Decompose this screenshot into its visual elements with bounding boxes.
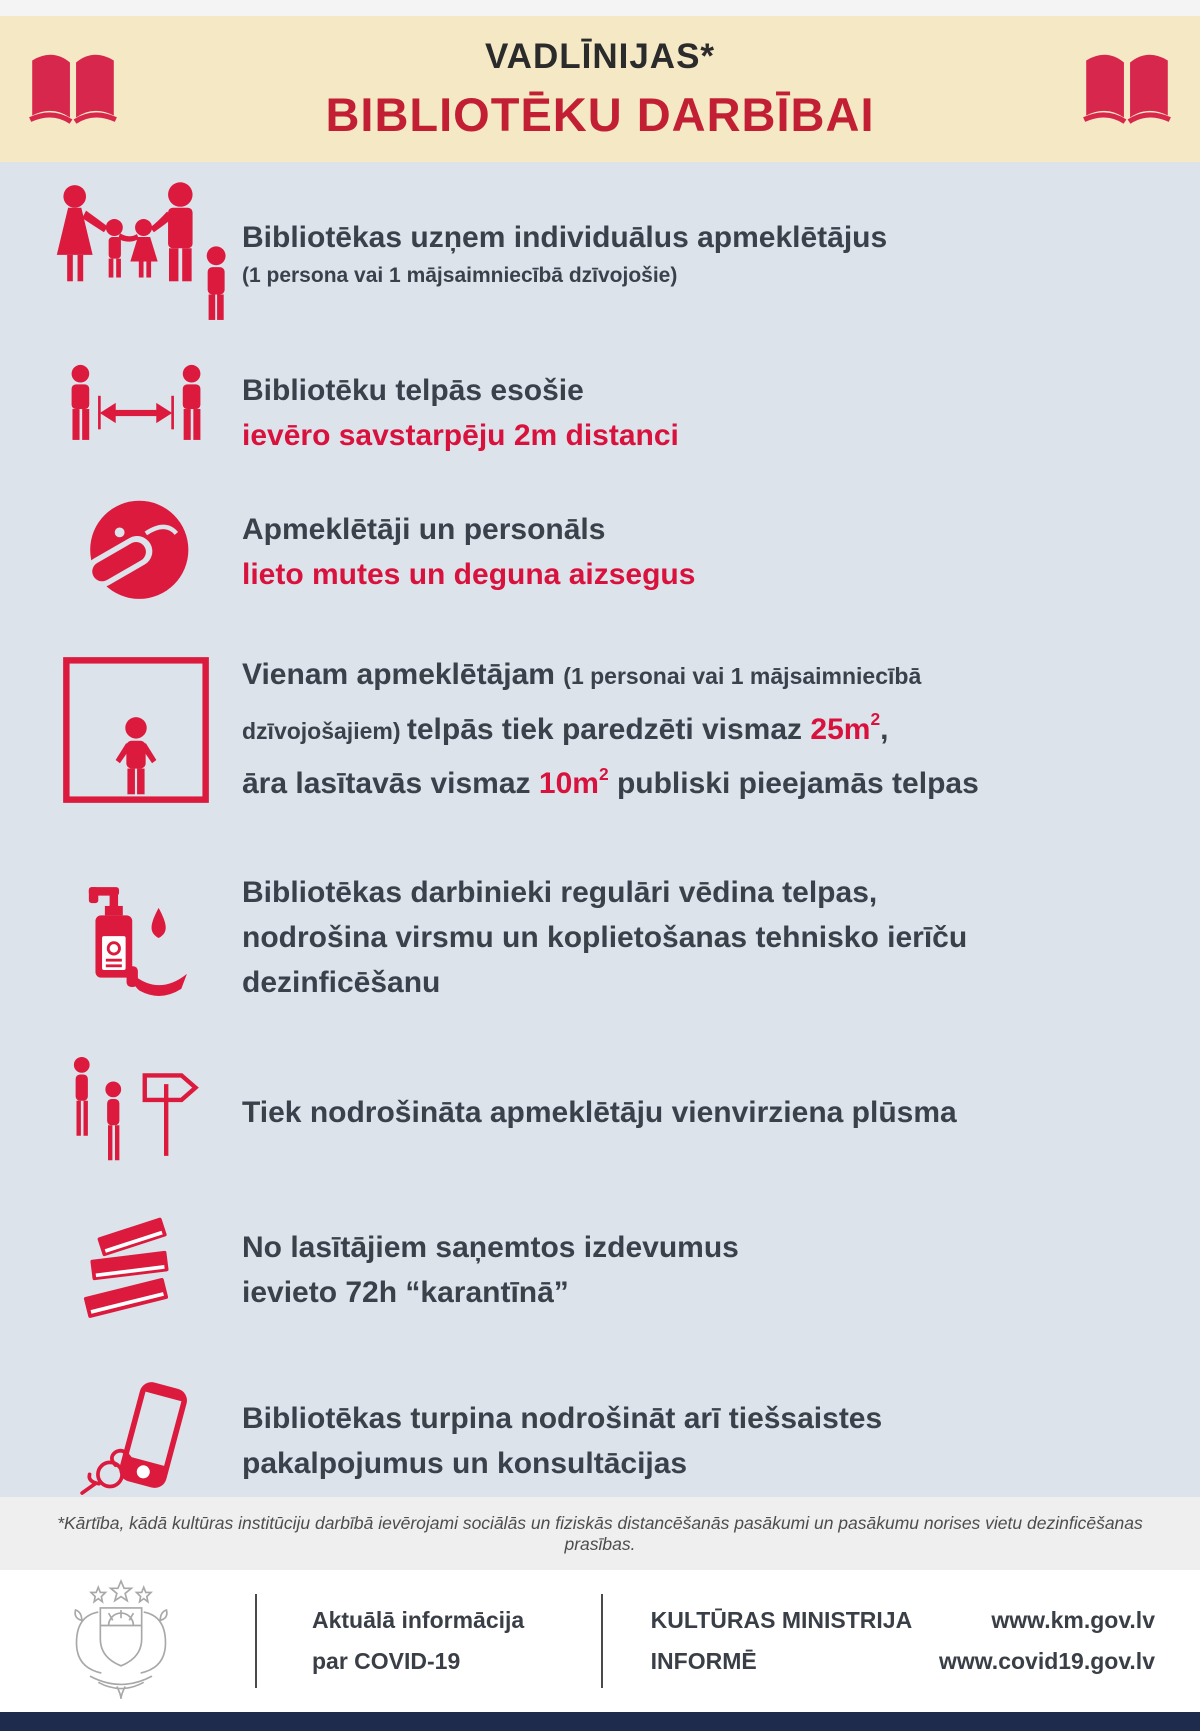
open-book-icon xyxy=(1076,46,1178,132)
guideline-row-7 xyxy=(30,1214,1158,1326)
disinfection-icon xyxy=(70,868,202,1008)
one-way-flow-icon xyxy=(66,1054,206,1172)
footnote-strip xyxy=(0,1497,1200,1570)
online-services-icon xyxy=(71,1376,201,1497)
row-5-line-3: dezinficēšanu xyxy=(242,966,441,1000)
row-3-line-1: Apmeklētāji un personāls xyxy=(242,513,606,546)
area-per-visitor-icon xyxy=(61,655,211,805)
footer-urls xyxy=(939,1600,1155,1683)
header-kicker: VADLĪNIJAS* xyxy=(484,36,716,76)
row-4-part-3: telpās tiek paredzēti vismaz xyxy=(406,712,811,746)
row-4-sup-2: 2 xyxy=(598,763,609,784)
footer-divider xyxy=(601,1594,603,1688)
row-4-value-10m2: 10m xyxy=(538,767,599,801)
row-2-line-2: ievēro savstarpēju 2m distanci xyxy=(242,419,679,452)
row-4-part-2a: (1 personai vai 1 mājsaimniecībā xyxy=(563,663,922,689)
row-5-line-2: nodrošina virsmu un koplietošanas tehnisko ierīču xyxy=(242,921,968,955)
book-quarantine-icon xyxy=(70,1214,202,1326)
footer-bar xyxy=(0,1712,1200,1731)
guideline-row-4 xyxy=(30,648,1158,812)
guideline-row-2 xyxy=(30,362,1158,464)
row-1-line-1: Bibliotēkas uzņem individuālus apmeklētājus xyxy=(242,220,888,254)
guidelines-list xyxy=(0,162,1200,1497)
guideline-row-3 xyxy=(30,492,1158,612)
row-4-line-2a: āra lasītavās vismaz xyxy=(242,767,539,801)
guideline-row-5 xyxy=(30,868,1158,1008)
footer xyxy=(0,1570,1200,1712)
face-mask-icon xyxy=(76,492,196,612)
url-km: www.km.gov.lv xyxy=(991,1606,1155,1633)
footer-info-covid xyxy=(312,1600,541,1683)
row-4-part-1: Vienam apmeklētājam xyxy=(242,658,564,691)
row-3-line-2: lieto mutes un deguna aizsegus xyxy=(242,558,696,591)
coat-of-arms xyxy=(45,1579,197,1703)
row-2-line-1: Bibliotēku telpās esošie xyxy=(242,374,584,407)
family-visitors-icon xyxy=(37,182,235,324)
row-4-value-25m2: 25m xyxy=(810,712,871,746)
footer-info-line-1: Aktuālā informācija xyxy=(312,1606,525,1633)
row-8-line-1: Bibliotēkas turpina nodrošināt arī tiešsaistes xyxy=(242,1401,883,1435)
row-6-line-1: Tiek nodrošināta apmeklētāju vienvirziena plūsma xyxy=(242,1096,957,1130)
guideline-row-1 xyxy=(30,182,1158,324)
guideline-row-6 xyxy=(30,1054,1158,1172)
url-covid19: www.covid19.gov.lv xyxy=(938,1648,1155,1674)
open-book-icon xyxy=(22,46,124,132)
row-7-line-2: ievieto 72h “karantīnā” xyxy=(242,1275,569,1309)
row-7-line-1: No lasītājiem saņemtos izdevumus xyxy=(242,1230,739,1264)
row-4-line-2b: publiski pieejamās telpas xyxy=(608,767,979,801)
row-8-line-2: pakalpojumus un konsultācijas xyxy=(242,1446,688,1480)
footer-info-line-2: par COVID-19 xyxy=(312,1648,461,1674)
guideline-row-8 xyxy=(30,1376,1158,1497)
footer-ministry-line-1: KULTŪRAS MINISTRIJA xyxy=(650,1606,913,1633)
row-1-line-2: (1 persona vai 1 mājsaimniecībā dzīvojošie) xyxy=(242,263,678,287)
footer-ministry-line-2: INFORMĒ xyxy=(650,1648,757,1674)
row-4-part-2b: dzīvojošajiem) xyxy=(242,717,407,744)
footer-divider xyxy=(255,1594,257,1688)
header xyxy=(0,16,1200,162)
row-4-sup-1: 2 xyxy=(870,708,881,729)
row-4-comma: , xyxy=(880,712,889,746)
footer-ministry xyxy=(651,1600,939,1683)
footnote-text: *Kārtība, kādā kultūras institūciju darbībā ievērojami sociālās un fiziskās distancēšanās pasākumi un pasākumu norises vietu dezinficēšanas prasības. xyxy=(57,1512,1143,1554)
row-5-line-1: Bibliotēkas darbinieki regulāri vēdina telpas, xyxy=(242,876,878,910)
page-title: BIBLIOTĒKU DARBĪBAI xyxy=(325,87,875,141)
distance-2m-icon xyxy=(61,362,211,464)
top-strip xyxy=(0,0,1200,16)
